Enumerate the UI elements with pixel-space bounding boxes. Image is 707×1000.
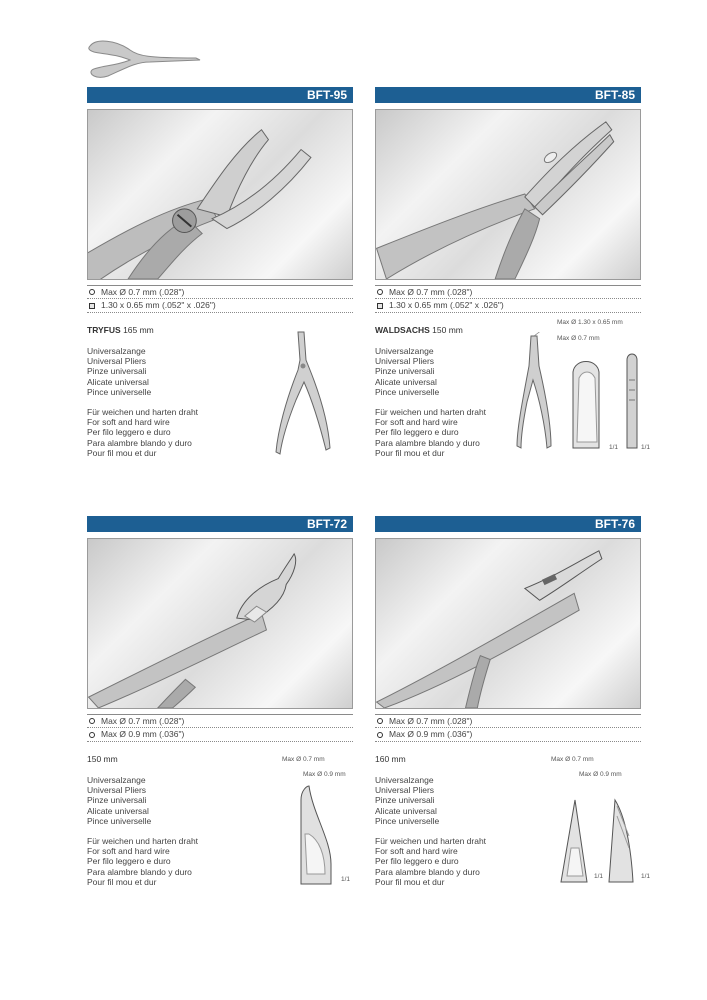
drawing-label: Max Ø 0.9 mm (579, 771, 622, 778)
desc-line: For soft and hard wire (87, 846, 170, 857)
drawing-label: Max Ø 0.7 mm (557, 335, 600, 342)
scale-label: 1/1 (641, 873, 651, 880)
desc-line: Für weichen und harten draht (375, 836, 487, 847)
product-length: 160 mm (375, 754, 406, 764)
scale-label: 1/1 (341, 876, 351, 883)
desc-line: Pour fil mou et dur (87, 876, 157, 887)
desc-line: Pour fil mou et dur (375, 876, 445, 887)
round-wire-icon (89, 718, 95, 724)
pliers-category-icon (86, 36, 202, 78)
product-photo (87, 109, 353, 280)
product-card-bft-85 (375, 87, 641, 458)
rectangular-wire-icon (377, 303, 383, 309)
spec-text: 1.30 x 0.65 mm (.052" x .026") (101, 300, 216, 310)
round-wire-icon (89, 289, 95, 295)
product-card-bft-76 (375, 516, 651, 887)
drawing-label: Max Ø 1.30 x 0.65 mm (557, 319, 623, 326)
desc-line: Alicate universal (375, 376, 437, 387)
beak-profile-icon (557, 796, 591, 886)
desc-line: Für weichen und harten draht (87, 836, 199, 847)
round-wire-icon (377, 718, 383, 724)
product-name: TRYFUS (87, 325, 121, 335)
desc-line: Per filo leggero e duro (87, 856, 171, 867)
spec-row (375, 299, 641, 313)
spec-row (87, 714, 353, 728)
spec-row (87, 285, 353, 299)
product-photo (375, 109, 641, 280)
desc-line: Universal Pliers (375, 356, 435, 367)
product-length: 150 mm (87, 754, 118, 764)
product-photo (87, 538, 353, 709)
desc-line: Pinze universali (375, 795, 435, 806)
product-code: BFT-76 (375, 516, 641, 532)
desc-line: Per filo leggero e duro (87, 427, 171, 438)
beak-side-icon (605, 796, 635, 886)
pliers-drawing-icon (513, 332, 553, 452)
round-wire-icon (89, 732, 95, 738)
product-length: 150 mm (432, 325, 463, 335)
desc-line: Für weichen und harten draht (87, 407, 199, 418)
spec-row (375, 728, 641, 742)
pliers-drawing-icon (274, 330, 334, 460)
product-card-bft-95 (87, 87, 353, 458)
pliers-photo-icon (88, 539, 352, 708)
product-code: BFT-95 (87, 87, 353, 103)
drawing-label: Max Ø 0.7 mm (551, 756, 594, 763)
spec-text: Max Ø 0.7 mm (.028") (389, 286, 473, 297)
desc-line: Universal Pliers (87, 785, 147, 796)
beak-profile-icon (295, 784, 335, 888)
desc-line: For soft and hard wire (375, 846, 458, 857)
product-description (375, 775, 641, 887)
pliers-photo-icon (376, 539, 640, 708)
desc-line: Para alambre blando y duro (87, 437, 192, 448)
desc-line: Alicate universal (87, 376, 149, 387)
product-photo (375, 538, 641, 709)
desc-line: Pinze universali (375, 366, 435, 377)
desc-line: Per filo leggero e duro (375, 427, 459, 438)
product-name: WALDSACHS (375, 325, 430, 335)
desc-line: Pince universelle (375, 815, 440, 826)
spec-text: 1.30 x 0.65 mm (.052" x .026") (389, 300, 504, 310)
product-name-line (375, 325, 641, 335)
product-length: 165 mm (123, 325, 154, 335)
desc-line: Pince universelle (87, 386, 152, 397)
round-wire-icon (377, 289, 383, 295)
spec-text: Max Ø 0.9 mm (.036") (101, 729, 185, 739)
desc-line: Pour fil mou et dur (375, 447, 445, 458)
desc-line: Alicate universal (87, 805, 149, 816)
desc-line: Pour fil mou et dur (87, 447, 157, 458)
product-code: BFT-72 (87, 516, 353, 532)
spec-row (375, 714, 641, 728)
scale-label: 1/1 (594, 873, 604, 880)
product-card-bft-72 (87, 516, 353, 887)
pliers-photo-icon (376, 110, 640, 279)
drawing-label: Max Ø 0.7 mm (282, 756, 325, 763)
desc-line: Universalzange (87, 775, 146, 785)
desc-line: Universalzange (87, 346, 146, 356)
desc-line: Pince universelle (87, 815, 152, 826)
desc-line: Universalzange (375, 346, 434, 356)
desc-line: Para alambre blando y duro (375, 437, 480, 448)
spec-row (375, 285, 641, 299)
desc-line: Para alambre blando y duro (375, 866, 480, 877)
desc-line: For soft and hard wire (87, 417, 170, 428)
pliers-photo-icon (88, 110, 352, 279)
desc-line: Pinze universali (87, 795, 147, 806)
desc-line: Universal Pliers (375, 785, 435, 796)
spec-text: Max Ø 0.7 mm (.028") (389, 715, 473, 726)
desc-line: Para alambre blando y duro (87, 866, 192, 877)
beak-side-icon (625, 350, 639, 450)
drawing-label: Max Ø 0.9 mm (303, 771, 346, 778)
desc-line: Per filo leggero e duro (375, 856, 459, 867)
desc-line: For soft and hard wire (375, 417, 458, 428)
spec-row (87, 299, 353, 313)
scale-label: 1/1 (641, 444, 651, 451)
spec-row (87, 728, 353, 742)
desc-line: Pinze universali (87, 366, 147, 377)
product-name-line (375, 754, 641, 764)
desc-line: Für weichen und harten draht (375, 407, 487, 418)
desc-line: Universalzange (375, 775, 434, 785)
desc-line: Pince universelle (375, 386, 440, 397)
product-code: BFT-85 (375, 87, 641, 103)
spec-text: Max Ø 0.9 mm (.036") (389, 729, 473, 739)
desc-line: Universal Pliers (87, 356, 147, 367)
desc-line: Alicate universal (375, 805, 437, 816)
spec-text: Max Ø 0.7 mm (.028") (101, 286, 185, 297)
round-wire-icon (377, 732, 383, 738)
beak-profile-icon (569, 352, 603, 452)
spec-text: Max Ø 0.7 mm (.028") (101, 715, 185, 726)
scale-label: 1/1 (609, 444, 619, 451)
rectangular-wire-icon (89, 303, 95, 309)
